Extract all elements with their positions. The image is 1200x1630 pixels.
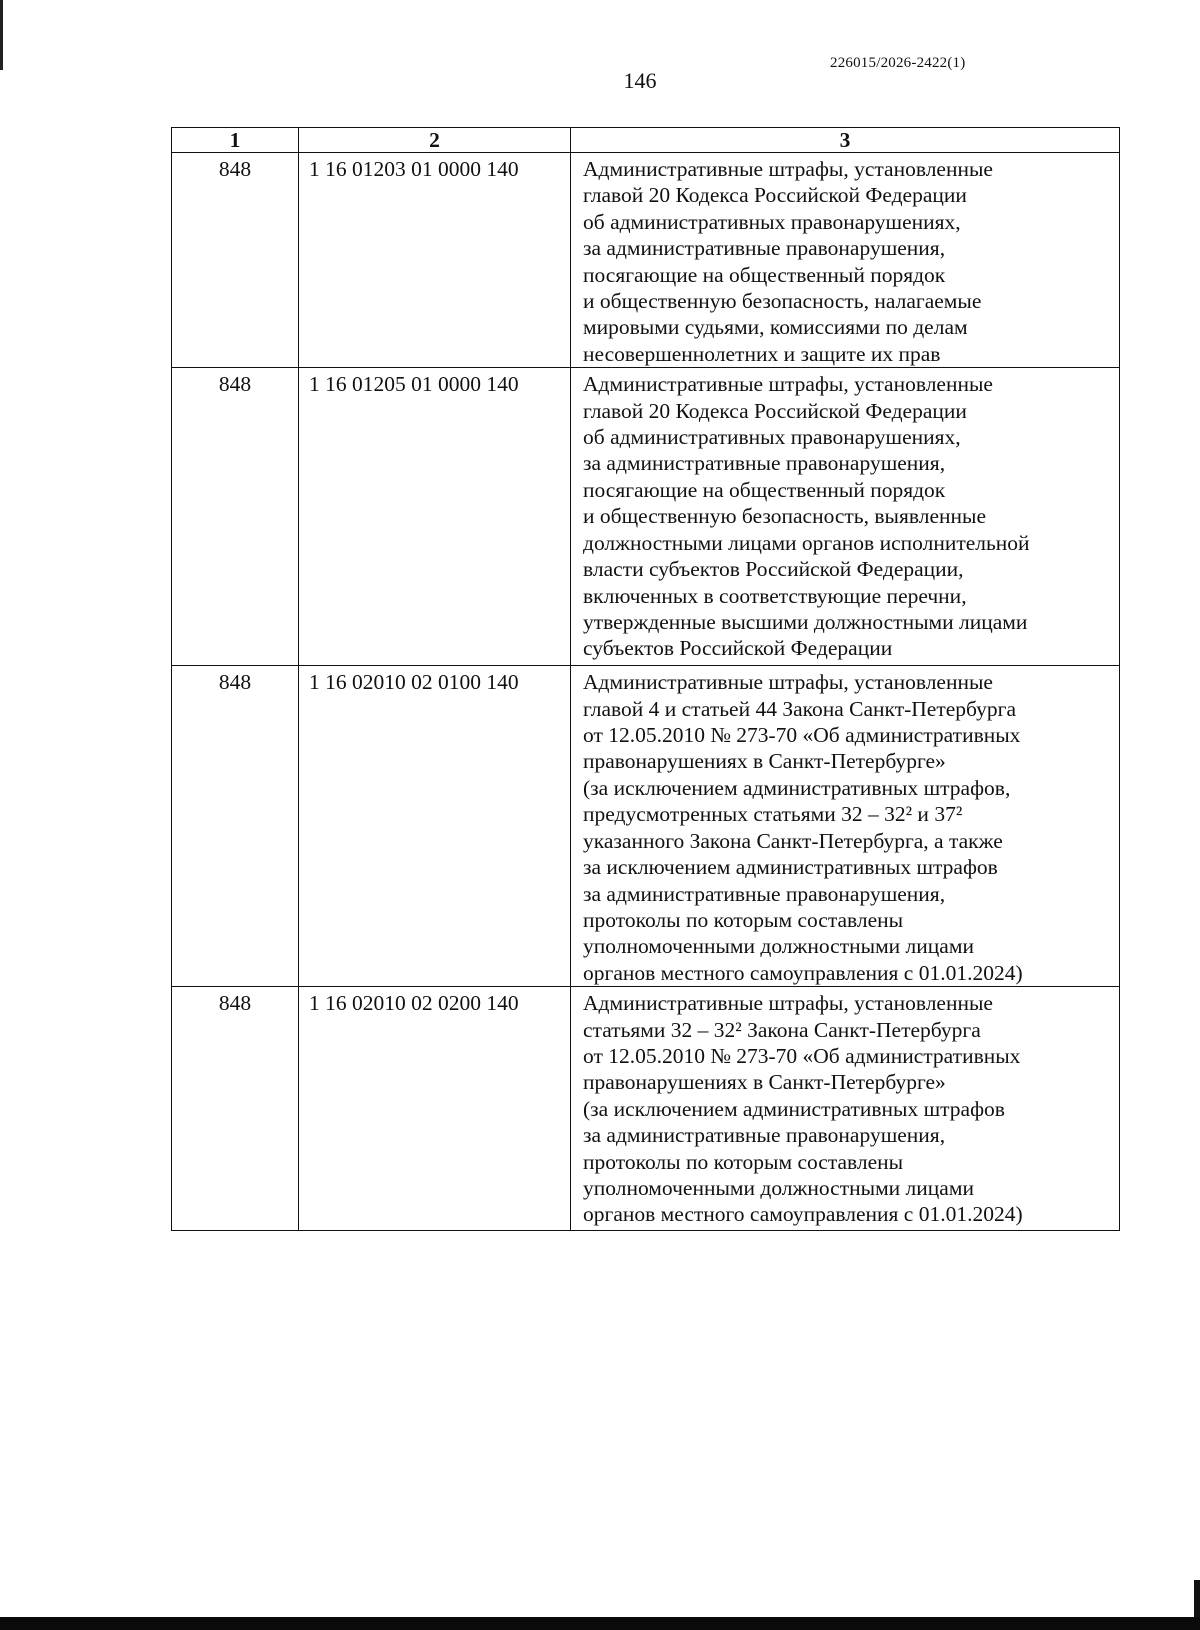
admin-code-cell: 848 — [172, 666, 299, 987]
document-number: 226015/2026-2422(1) — [830, 55, 966, 71]
description-cell: Административные штрафы, установленные главой 4 и статьей 44 Закона Санкт-Петербурга от 12.05.2010 № 273-70 «Об административных правонарушениях в Санкт-Петербурге» (за исключением административных штрафов, предусмотренных статьями 32 – 32² и 37² указанного Закона Санкт-Петербурга, а также за исключением административных штрафов за административные правонарушения, протоколы по которым составлены уполномоченными должностными лицами органов местного самоуправления с 01.01.2024) — [571, 666, 1120, 987]
page-number: 146 — [623, 68, 657, 93]
scan-bottom-bar — [0, 1617, 1200, 1630]
table-header-row — [172, 128, 1120, 153]
kbk-code-cell: 1 16 02010 02 0100 140 — [299, 666, 571, 987]
column-header-1: 1 — [172, 128, 299, 153]
admin-code-cell: 848 — [172, 368, 299, 666]
admin-code-cell: 848 — [172, 987, 299, 1231]
column-header-3: 3 — [571, 128, 1120, 153]
scan-edge-mark — [1194, 1580, 1200, 1620]
table-row — [172, 666, 1120, 987]
scan-edge-mark — [0, 0, 3, 70]
table-row — [172, 153, 1120, 368]
description-cell: Административные штрафы, установленные статьями 32 – 32² Закона Санкт-Петербурга от 12.05.2010 № 273-70 «Об административных правонарушениях в Санкт-Петербурге» (за исключением административных штрафов за административные правонарушения, протоколы по которым составлены уполномоченными должностными лицами органов местного самоуправления с 01.01.2024) — [571, 987, 1120, 1231]
kbk-code-cell: 1 16 01203 01 0000 140 — [299, 153, 571, 368]
kbk-code-cell: 1 16 02010 02 0200 140 — [299, 987, 571, 1231]
description-cell: Административные штрафы, установленные главой 20 Кодекса Российской Федерации об административных правонарушениях, за административные правонарушения, посягающие на общественный порядок и общественную безопасность, налагаемые мировыми судьями, комиссиями по делам несовершеннолетних и защите их прав — [571, 153, 1120, 368]
admin-code-cell: 848 — [172, 153, 299, 368]
budget-codes-table — [171, 127, 1120, 1231]
table-row — [172, 368, 1120, 666]
table-row — [172, 987, 1120, 1231]
description-cell: Административные штрафы, установленные главой 20 Кодекса Российской Федерации об административных правонарушениях, за административные правонарушения, посягающие на общественный порядок и общественную безопасность, выявленные должностными лицами органов исполнительной власти субъектов Российской Федерации, включенных в соответствующие перечни, утвержденные высшими должностными лицами субъектов Российской Федерации — [571, 368, 1120, 666]
column-header-2: 2 — [299, 128, 571, 153]
kbk-code-cell: 1 16 01205 01 0000 140 — [299, 368, 571, 666]
